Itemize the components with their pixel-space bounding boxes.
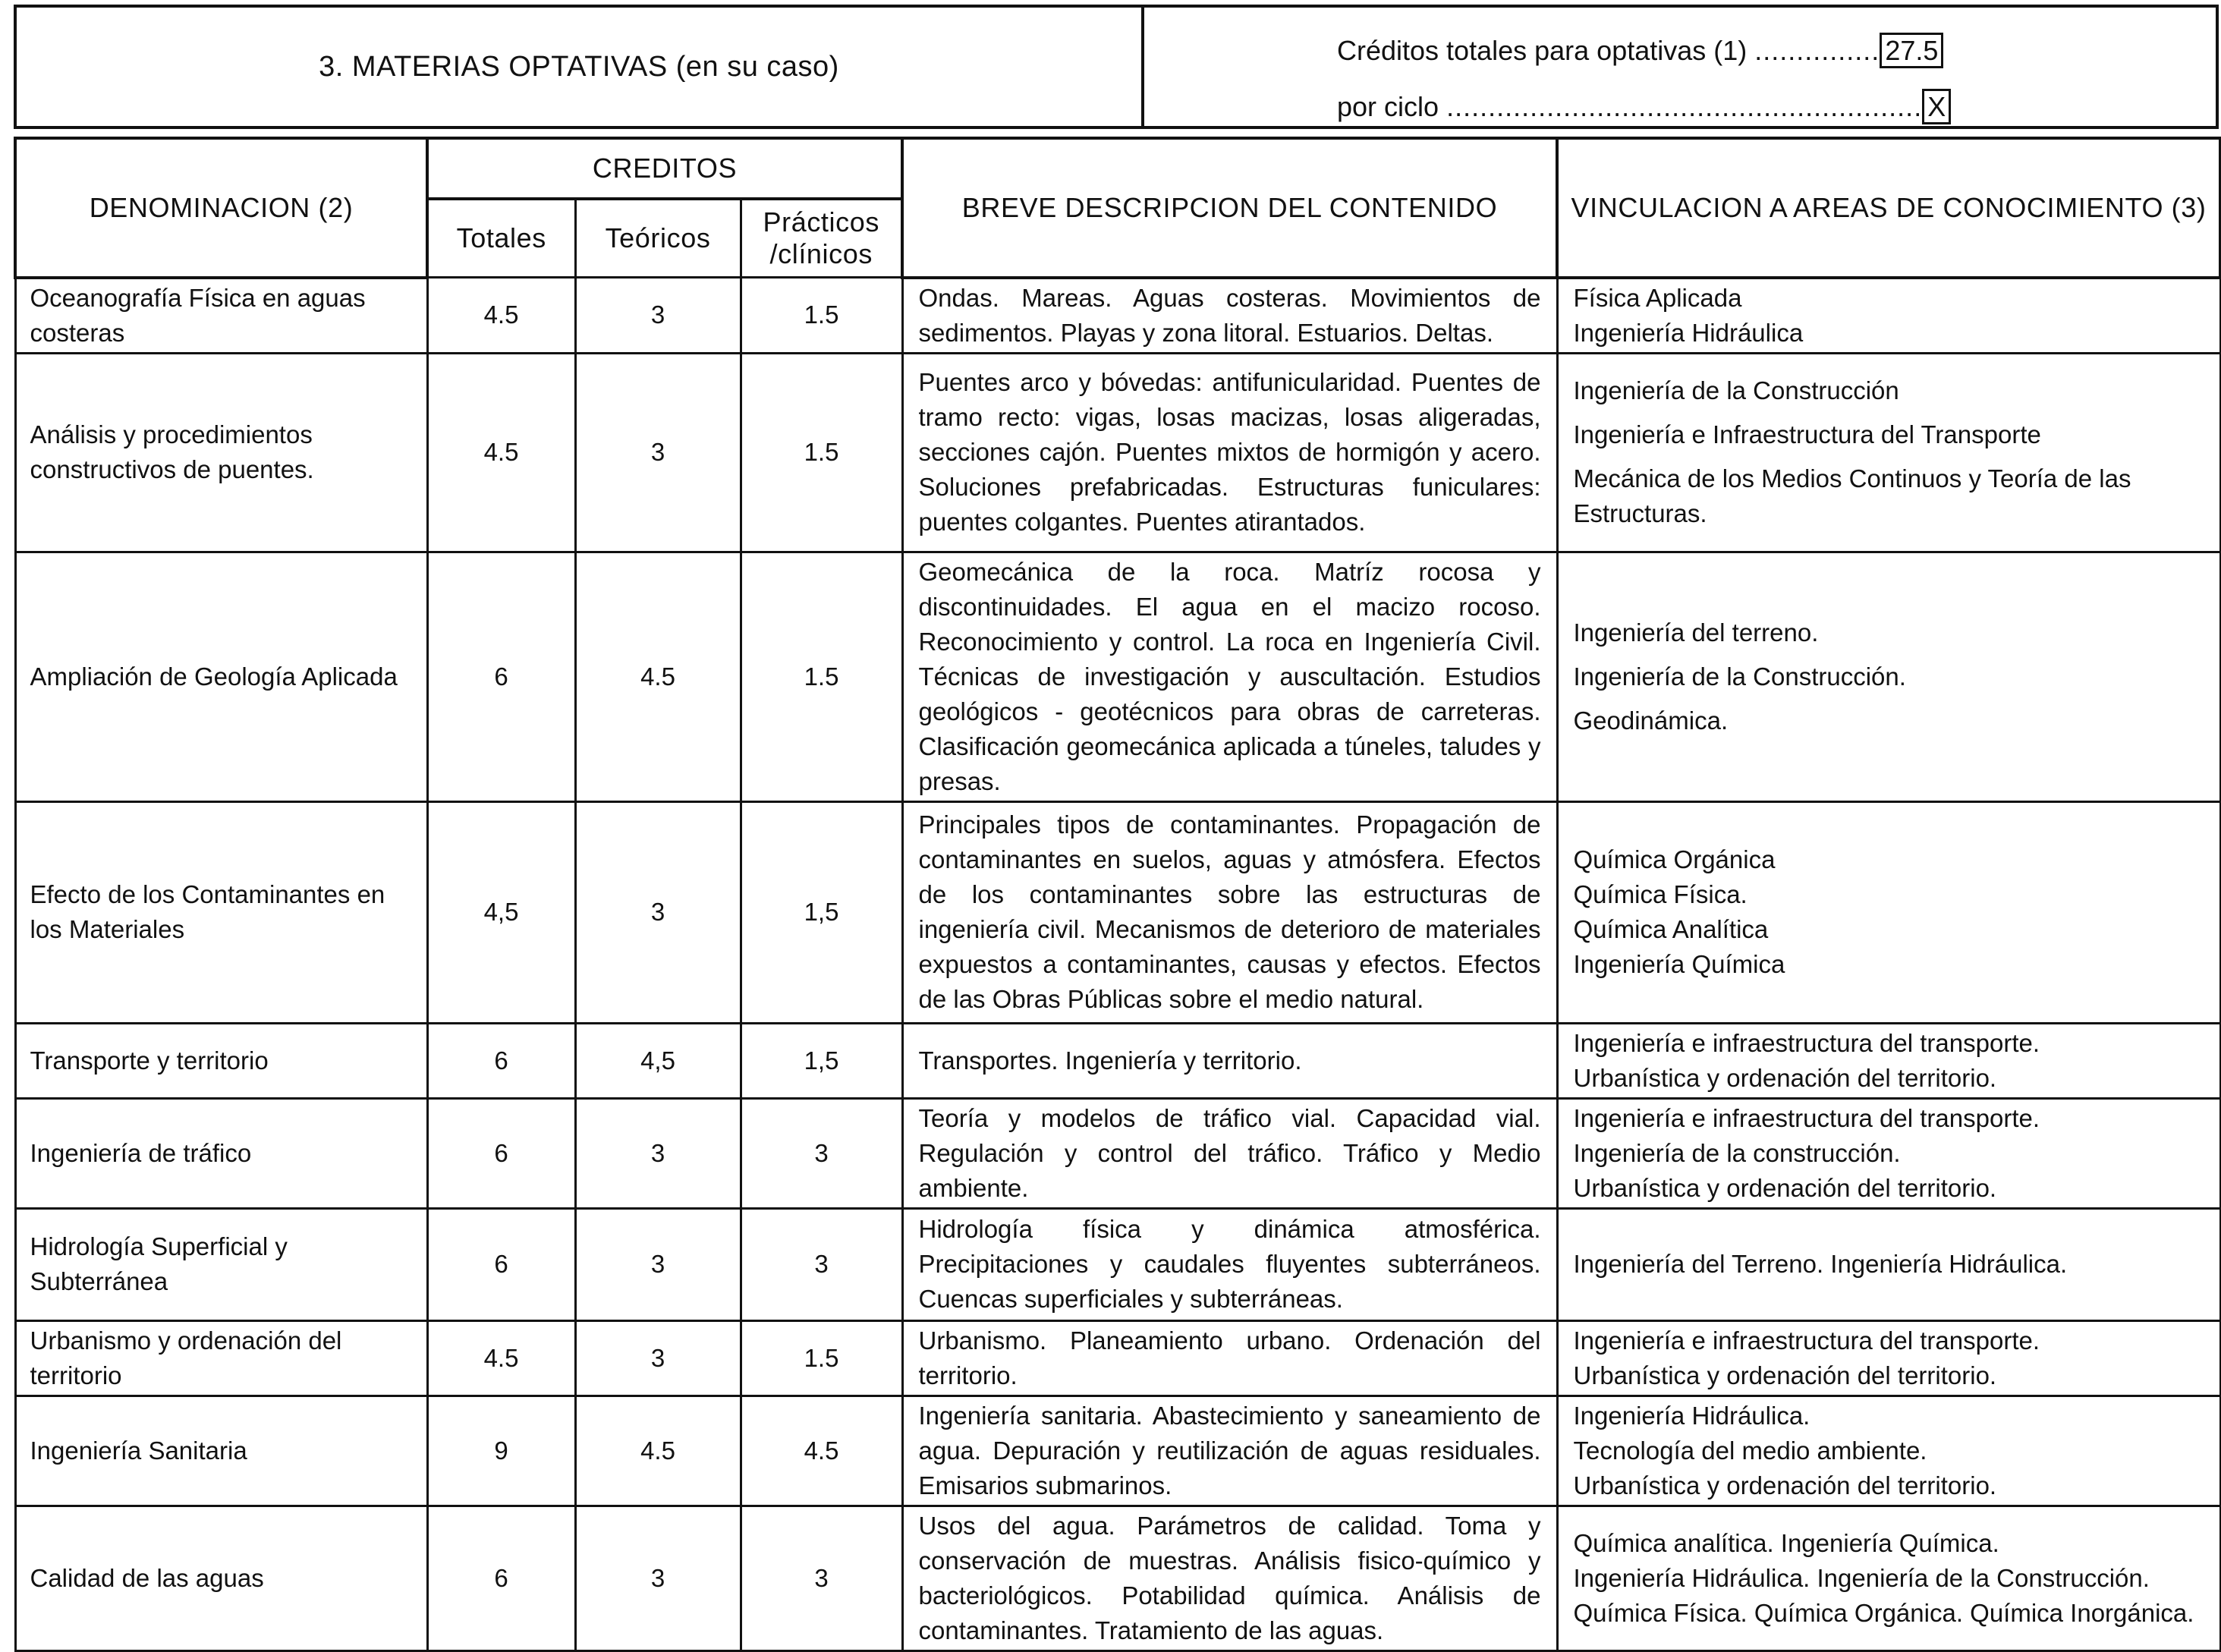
knowledge-area: Química Orgánica	[1573, 845, 1776, 873]
credits-teoricos: 3	[575, 1098, 741, 1208]
knowledge-area: Urbanística y ordenación del territorio.	[1573, 1471, 1997, 1499]
credits-practicos: 1,5	[741, 1023, 902, 1098]
knowledge-area: Geodinámica.	[1573, 706, 1729, 735]
table-row	[15, 353, 2220, 552]
knowledge-area: Ingeniería Química	[1573, 950, 1785, 978]
knowledge-areas	[1557, 1320, 2220, 1396]
knowledge-area: Urbanística y ordenación del territorio.	[1573, 1063, 1997, 1092]
knowledge-areas	[1557, 353, 2220, 552]
credits-totales: 4.5	[427, 278, 575, 354]
form-page	[14, 5, 2219, 1652]
knowledge-area: Ingeniería Hidráulica. Ingeniería de la Construcción. Química Física. Química Orgánica. Química Inorgánica.	[1573, 1563, 2194, 1627]
credits-total-label: Créditos totales para optativas (1)	[1337, 35, 1748, 66]
content-description: Urbanismo. Planeamiento urbano. Ordenación del territorio.	[902, 1320, 1557, 1396]
knowledge-area: Mecánica de los Medios Continuos y Teoría de las Estructuras.	[1573, 464, 2131, 527]
credits-totales: 4.5	[427, 1320, 575, 1396]
section-header	[14, 5, 2219, 129]
col-teoricos: Teóricos	[575, 199, 741, 278]
col-vinculacion: VINCULACION A AREAS DE CONOCIMIENTO (3)	[1557, 138, 2220, 278]
credits-teoricos: 4,5	[575, 1023, 741, 1098]
credits-totales: 6	[427, 1506, 575, 1650]
table-row	[15, 1208, 2220, 1320]
credits-practicos: 3	[741, 1098, 902, 1208]
knowledge-areas	[1557, 1023, 2220, 1098]
credits-teoricos: 3	[575, 1320, 741, 1396]
credits-total-value: 27.5	[1880, 33, 1943, 68]
por-ciclo-value: X	[1922, 89, 1951, 124]
content-description: Principales tipos de contaminantes. Propagación de contaminantes en suelos, aguas y atmósfera. Efectos de los contaminantes sobre las estructuras de ingeniería civil. Mecanismos de deterioro de materiales expuestos a contaminantes, causas y efectos. Efectos de las Obras Públicas sobre el medio natural.	[902, 801, 1557, 1023]
table-row	[15, 1098, 2220, 1208]
table-row	[15, 1506, 2220, 1650]
knowledge-areas	[1557, 1506, 2220, 1650]
credits-teoricos: 3	[575, 278, 741, 354]
content-description: Ingeniería sanitaria. Abastecimiento y saneamiento de agua. Depuración y reutilización de aguas residuales. Emisarios submarinos.	[902, 1396, 1557, 1506]
credits-totales: 6	[427, 552, 575, 801]
table-row	[15, 801, 2220, 1023]
knowledge-area: Química Analítica	[1573, 915, 1769, 943]
subject-name: Efecto de los Contaminantes en los Materiales	[15, 801, 427, 1023]
table-body	[15, 278, 2220, 1651]
knowledge-area: Ingeniería del terreno.	[1573, 618, 1819, 647]
subject-name: Hidrología Superficial y Subterránea	[15, 1208, 427, 1320]
por-ciclo-leader: .........................................................	[1446, 91, 1923, 122]
credits-practicos: 3	[741, 1208, 902, 1320]
table-row	[15, 1023, 2220, 1098]
knowledge-area: Ingeniería Hidráulica.	[1573, 1401, 1810, 1430]
subject-name: Ingeniería de tráfico	[15, 1098, 427, 1208]
knowledge-area: Química Física.	[1573, 880, 1748, 908]
table-row	[15, 1320, 2220, 1396]
col-totales: Totales	[427, 199, 575, 278]
knowledge-areas	[1557, 278, 2220, 354]
credits-practicos: 1,5	[741, 801, 902, 1023]
knowledge-area: Ingeniería e Infraestructura del Transporte	[1573, 420, 2041, 448]
credits-total-leader: ...............	[1754, 35, 1880, 66]
credits-practicos: 1.5	[741, 1320, 902, 1396]
col-practicos: Prácticos /clínicos	[741, 199, 902, 278]
subject-name: Transporte y territorio	[15, 1023, 427, 1098]
credits-total-line	[1337, 23, 2216, 79]
credits-totales: 6	[427, 1098, 575, 1208]
content-description: Geomecánica de la roca. Matríz rocosa y discontinuidades. El agua en el macizo rocoso. Reconocimiento y control. La roca en Ingeniería Civil. Técnicas de investigación y auscultación. Estudios geológicos - geotécnicos para obras de carreteras. Clasificación geomecánica aplicada a túneles, taludes y presas.	[902, 552, 1557, 801]
knowledge-area: Ingeniería del Terreno. Ingeniería Hidráulica.	[1573, 1250, 2068, 1278]
knowledge-area: Química analítica. Ingeniería Química.	[1573, 1528, 1999, 1557]
credits-teoricos: 4.5	[575, 552, 741, 801]
credits-totales: 9	[427, 1396, 575, 1506]
subject-name: Análisis y procedimientos constructivos de puentes.	[15, 353, 427, 552]
credits-teoricos: 3	[575, 353, 741, 552]
credits-teoricos: 3	[575, 1208, 741, 1320]
subject-name: Oceanografía Física en aguas costeras	[15, 278, 427, 354]
content-description: Transportes. Ingeniería y territorio.	[902, 1023, 1557, 1098]
credits-totales: 4,5	[427, 801, 575, 1023]
knowledge-area: Tecnología del medio ambiente.	[1573, 1436, 1927, 1465]
credits-practicos: 1.5	[741, 278, 902, 354]
knowledge-area: Ingeniería e infraestructura del transporte.	[1573, 1028, 2040, 1057]
knowledge-area: Ingeniería de la Construcción.	[1573, 662, 1906, 691]
col-creditos: CREDITOS	[427, 138, 902, 199]
credits-teoricos: 4.5	[575, 1396, 741, 1506]
credits-totales: 6	[427, 1023, 575, 1098]
credits-practicos: 1.5	[741, 353, 902, 552]
col-denominacion: DENOMINACION (2)	[15, 138, 427, 278]
content-description: Puentes arco y bóvedas: antifunicularidad. Puentes de tramo recto: vigas, losas macizas, losas aligeradas, secciones cajón. Puentes mixtos de hormigón y acero. Soluciones prefabricadas. Estructuras funiculares: puentes colgantes. Puentes atirantados.	[902, 353, 1557, 552]
knowledge-area: Urbanística y ordenación del territorio.	[1573, 1361, 1997, 1389]
credits-practicos: 1.5	[741, 552, 902, 801]
knowledge-area: Urbanística y ordenación del territorio.	[1573, 1173, 1997, 1202]
credits-practicos: 4.5	[741, 1396, 902, 1506]
por-ciclo-label: por ciclo	[1337, 91, 1439, 122]
credits-teoricos: 3	[575, 801, 741, 1023]
subject-name: Ingeniería Sanitaria	[15, 1396, 427, 1506]
knowledge-areas	[1557, 1098, 2220, 1208]
por-ciclo-line	[1337, 79, 2216, 135]
knowledge-areas	[1557, 1208, 2220, 1320]
knowledge-area: Física Aplicada	[1573, 283, 1742, 312]
section-title: 3. MATERIAS OPTATIVAS (en su caso)	[17, 8, 1144, 126]
subject-name: Urbanismo y ordenación del territorio	[15, 1320, 427, 1396]
col-descripcion: BREVE DESCRIPCION DEL CONTENIDO	[902, 138, 1557, 278]
subject-name: Ampliación de Geología Aplicada	[15, 552, 427, 801]
table-row	[15, 278, 2220, 354]
content-description: Hidrología física y dinámica atmosférica. Precipitaciones y caudales fluyentes subterráneos. Cuencas superficiales y subterráneas.	[902, 1208, 1557, 1320]
knowledge-areas	[1557, 1396, 2220, 1506]
credits-totales: 4.5	[427, 353, 575, 552]
content-description: Ondas. Mareas. Aguas costeras. Movimientos de sedimentos. Playas y zona litoral. Estuarios. Deltas.	[902, 278, 1557, 354]
optativas-table	[14, 137, 2221, 1652]
knowledge-area: Ingeniería de la construcción.	[1573, 1138, 1901, 1167]
knowledge-area: Ingeniería e infraestructura del transporte.	[1573, 1326, 2040, 1355]
credits-teoricos: 3	[575, 1506, 741, 1650]
knowledge-area: Ingeniería de la Construcción	[1573, 376, 1899, 404]
knowledge-area: Ingeniería Hidráulica	[1573, 318, 1804, 347]
knowledge-areas	[1557, 801, 2220, 1023]
knowledge-areas	[1557, 552, 2220, 801]
credits-summary	[1144, 8, 2216, 126]
subject-name: Calidad de las aguas	[15, 1506, 427, 1650]
knowledge-area: Ingeniería e infraestructura del transporte.	[1573, 1103, 2040, 1132]
content-description: Usos del agua. Parámetros de calidad. Toma y conservación de muestras. Análisis fisico-químico y bacteriológicos. Potabilidad química. Análisis de contaminantes. Tratamiento de las aguas.	[902, 1506, 1557, 1650]
table-row	[15, 552, 2220, 801]
credits-totales: 6	[427, 1208, 575, 1320]
content-description: Teoría y modelos de tráfico vial. Capacidad vial. Regulación y control del tráfico. Tráfico y Medio ambiente.	[902, 1098, 1557, 1208]
table-row	[15, 1396, 2220, 1506]
credits-practicos: 3	[741, 1506, 902, 1650]
